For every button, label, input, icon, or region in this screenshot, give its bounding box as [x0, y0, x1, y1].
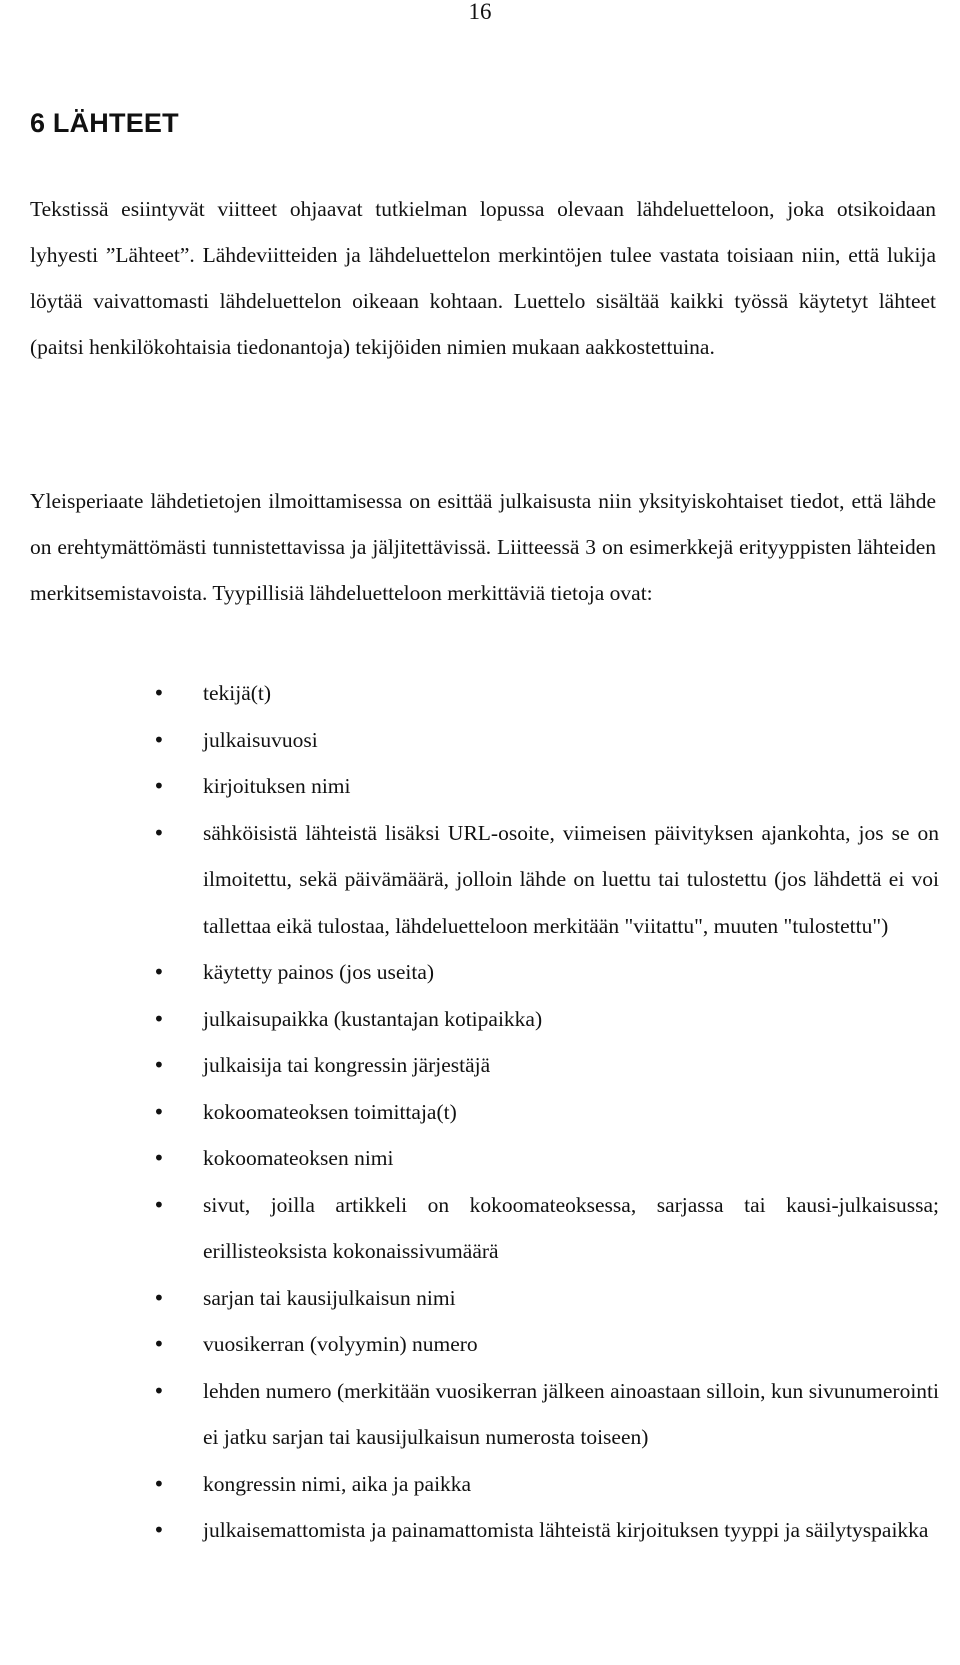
- bullet-icon: •: [153, 1378, 165, 1403]
- list-item: [0, 670, 939, 717]
- list-item: [0, 1275, 939, 1322]
- list-item-text: julkaisija tai kongressin järjestäjä: [203, 1053, 491, 1077]
- principle-paragraph: Yleisperiaate lähdetietojen ilmoittamisessa on esittää julkaisusta niin yksityiskohtaiset tiedot, että lähde on erehtymättömästi tunnistettavissa ja jäljitettävissä. Liitteessä 3 on esimerkkejä erityyppisten lähteiden merkitsemistavoista. Tyypillisiä lähdeluetteloon merkittäviä tietoja ovat:: [30, 489, 936, 605]
- list-item-text: lehden numero (merkitään vuosikerran jälkeen ainoastaan silloin, kun sivunumerointi ei jatku sarjan tai kausijulkaisun numerosta toiseen): [203, 1378, 939, 1449]
- list-item-text: kokoomateoksen nimi: [203, 1146, 394, 1170]
- list-item-text: kokoomateoksen toimittaja(t): [203, 1099, 457, 1124]
- intro-paragraph: Tekstissä esiintyvät viitteet ohjaavat tutkielman lopussa olevaan lähdeluetteloon, joka otsikoidaan lyhyesti ”Lähteet”. Lähdeviitteiden ja lähdeluettelon merkintöjen tulee vastata toisiaan niin, että lukija löytää vaivattomasti lähdeluettelon oikeaan kohtaan. Luettelo sisältää kaikki työssä käytetyt lähteet (paitsi henkilökohtaisia tiedonantoja) tekijöiden nimien mukaan aakkostettuina.: [30, 197, 936, 359]
- list-item: [0, 1321, 939, 1368]
- bullet-icon: •: [153, 1192, 165, 1217]
- list-item: [0, 949, 939, 996]
- bullet-icon: •: [153, 820, 165, 845]
- list-item: [0, 1089, 939, 1136]
- page-number: 16: [468, 0, 492, 24]
- list-item-text: sivut, joilla artikkeli on kokoomateoksessa, sarjassa tai kausi-julkaisussa; erillisteoksista kokonaissivumäärä: [203, 1192, 939, 1263]
- bullet-icon: •: [153, 1146, 165, 1170]
- list-item: [0, 810, 939, 950]
- list-item-text: julkaisemattomista ja painamattomista lähteistä kirjoituksen tyyppi ja säilytyspaikka: [203, 1518, 929, 1542]
- list-item-text: julkaisuvuosi: [203, 727, 318, 752]
- list-item-text: vuosikerran (volyymin) numero: [203, 1332, 478, 1356]
- bullet-icon: •: [153, 1471, 165, 1496]
- section-heading: 6 LÄHTEET: [30, 108, 179, 138]
- list-item-text: käytetty painos (jos useita): [203, 960, 435, 984]
- bullet-icon: •: [153, 1518, 165, 1542]
- bullet-icon: •: [153, 960, 165, 984]
- list-item: [0, 1042, 939, 1089]
- bullet-icon: •: [153, 1285, 165, 1310]
- bullet-icon: •: [153, 1006, 165, 1031]
- list-item: [0, 1182, 939, 1275]
- list-item-text: sarjan tai kausijulkaisun nimi: [203, 1285, 456, 1310]
- bullet-icon: •: [153, 1332, 165, 1356]
- list-item-text: julkaisupaikka (kustantajan kotipaikka): [203, 1006, 543, 1031]
- reference-fields-list: [0, 670, 960, 1554]
- bullet-icon: •: [153, 681, 165, 705]
- list-item: [0, 763, 939, 810]
- list-item: [0, 1368, 939, 1461]
- list-item: [0, 717, 939, 764]
- list-item: [0, 1461, 939, 1508]
- list-item: [0, 1135, 939, 1182]
- list-item: [0, 996, 939, 1043]
- list-item-text: sähköisistä lähteistä lisäksi URL-osoite, viimeisen päivityksen ajankohta, jos se on ilmoitettu, sekä päivämäärä, jolloin lähde on luettu tai tulostettu (jos lähdettä ei voi tallettaa eikä tulostaa, lähdeluetteloon merkitään "viitattu", muuten "tulostettu"): [203, 820, 939, 938]
- bullet-icon: •: [153, 1099, 165, 1124]
- list-item-text: kongressin nimi, aika ja paikka: [203, 1471, 472, 1496]
- list-item-text: tekijä(t): [203, 681, 272, 705]
- list-item: [0, 1507, 939, 1554]
- bullet-icon: •: [153, 727, 165, 752]
- list-item-text: kirjoituksen nimi: [203, 774, 351, 798]
- bullet-icon: •: [153, 774, 165, 798]
- bullet-icon: •: [153, 1053, 165, 1077]
